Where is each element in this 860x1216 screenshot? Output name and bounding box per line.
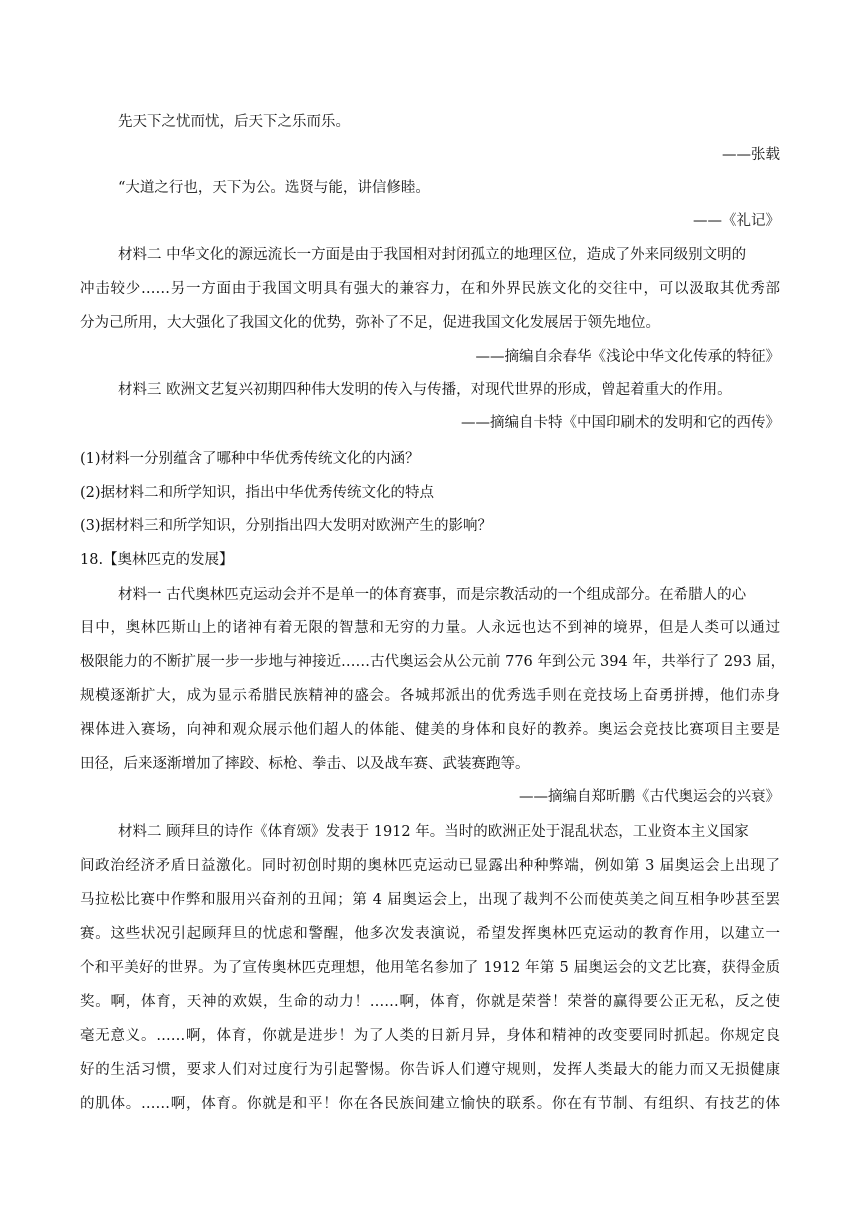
quote-source: ——张载 <box>722 147 780 163</box>
paragraph-line: 毫无意义。……啊，体育，你就是进步！为了人类的日新月异，身体和精神的改变要同时抓起。你规定良 <box>80 1028 780 1044</box>
quote-source: ——《礼记》 <box>693 213 780 229</box>
paragraph-line: 马拉松比赛中作弊和服用兴奋剂的丑闻；第 4 届奥运会上，出现了裁判不公而使英美之间互相争吵甚至罢 <box>80 892 780 908</box>
question-heading: 18.【奥林匹克的发展】 <box>80 552 234 568</box>
material-source: ——摘编自余春华《浅论中华文化传承的特征》 <box>475 349 780 365</box>
paragraph-line: 的肌体。……啊，体育。你就是和平！你在各民族间建立愉快的联系。你在有节制、有组织、有技艺的体 <box>80 1096 780 1112</box>
paragraph-line: 田径，后来逐渐增加了摔跤、标枪、拳击、以及战车赛、武装赛跑等。 <box>80 756 530 772</box>
paragraph-line: 材料二 顾拜旦的诗作《体育颂》发表于 1912 年。当时的欧洲正处于混乱状态，工业资本主义国家 <box>118 824 749 840</box>
quote-line: “大道之行也，天下为公。选贤与能，讲信修睦。 <box>118 180 430 196</box>
question-item: (2)据材料二和所学知识，指出中华优秀传统文化的特点 <box>80 485 435 501</box>
paragraph-line: 规模逐渐扩大，成为显示希腊民族精神的盛会。各城邦派出的优秀选手则在竞技场上奋勇拼搏，他们赤身 <box>80 688 780 704</box>
question-item: (3)据材料三和所学知识，分别指出四大发明对欧洲产生的影响？ <box>80 518 493 534</box>
question-item: (1)材料一分别蕴含了哪种中华优秀传统文化的内涵？ <box>80 451 420 467</box>
material-source: ——摘编自郑昕鹏《古代奥运会的兴衰》 <box>519 789 780 805</box>
paragraph-line: 好的生活习惯，要求人们对过度行为引起警惕。你告诉人们遵守规则，发挥人类最大的能力而又无损健康 <box>80 1062 780 1078</box>
paragraph-line: 冲击较少……另一方面由于我国文明具有强大的兼容力，在和外界民族文化的交往中，可以汲取其优秀部 <box>80 281 780 297</box>
paragraph-line: 目中，奥林匹斯山上的诸神有着无限的智慧和无穷的力量。人永远也达不到神的境界，但是人类可以通过 <box>80 620 780 636</box>
paragraph-line: 材料二 中华文化的源远流长一方面是由于我国相对封闭孤立的地理区位，造成了外来同级别文明的 <box>118 247 747 263</box>
paragraph-line: 间政治经济矛盾日益激化。同时初创时期的奥林匹克运动已显露出种种弊端，例如第 3 届奥运会上出现了 <box>80 858 780 874</box>
material-source: ——摘编自卡特《中国印刷术的发明和它的西传》 <box>461 415 780 431</box>
quote-line: 先天下之忧而忧，后天下之乐而乐。 <box>118 114 350 130</box>
paragraph-line: 材料一 古代奥林匹克运动会并不是单一的体育赛事，而是宗教活动的一个组成部分。在希腊人的心 <box>118 587 747 603</box>
paragraph-line: 极限能力的不断扩展一步一步地与神接近……古代奥运会从公元前 776 年到公元 394 年，共举行了 293 届， <box>80 654 786 670</box>
paragraph-line: 材料三 欧洲文艺复兴初期四种伟大发明的传入与传播，对现代世界的形成，曾起着重大的作用。 <box>118 382 732 398</box>
paragraph-line: 裸体进入赛场，向神和观众展示他们超人的体能、健美的身体和良好的教养。奥运会竞技比赛项目主要是 <box>80 722 780 738</box>
paragraph-line: 奖。啊，体育，天神的欢娱，生命的动力！……啊，体育，你就是荣誉！荣誉的赢得要公正无私，反之使 <box>80 994 780 1010</box>
paragraph-line: 个和平美好的世界。为了宣传奥林匹克理想，他用笔名参加了 1912 年第 5 届奥运会的文艺比赛，获得金质 <box>80 960 780 976</box>
paragraph-line: 赛。这些状况引起顾拜旦的忧虑和警醒，他多次发表演说，希望发挥奥林匹克运动的教育作用，以建立一 <box>80 926 780 942</box>
paragraph-line: 分为己所用，大大强化了我国文化的优势，弥补了不足，促进我国文化发展居于领先地位。 <box>80 315 660 331</box>
